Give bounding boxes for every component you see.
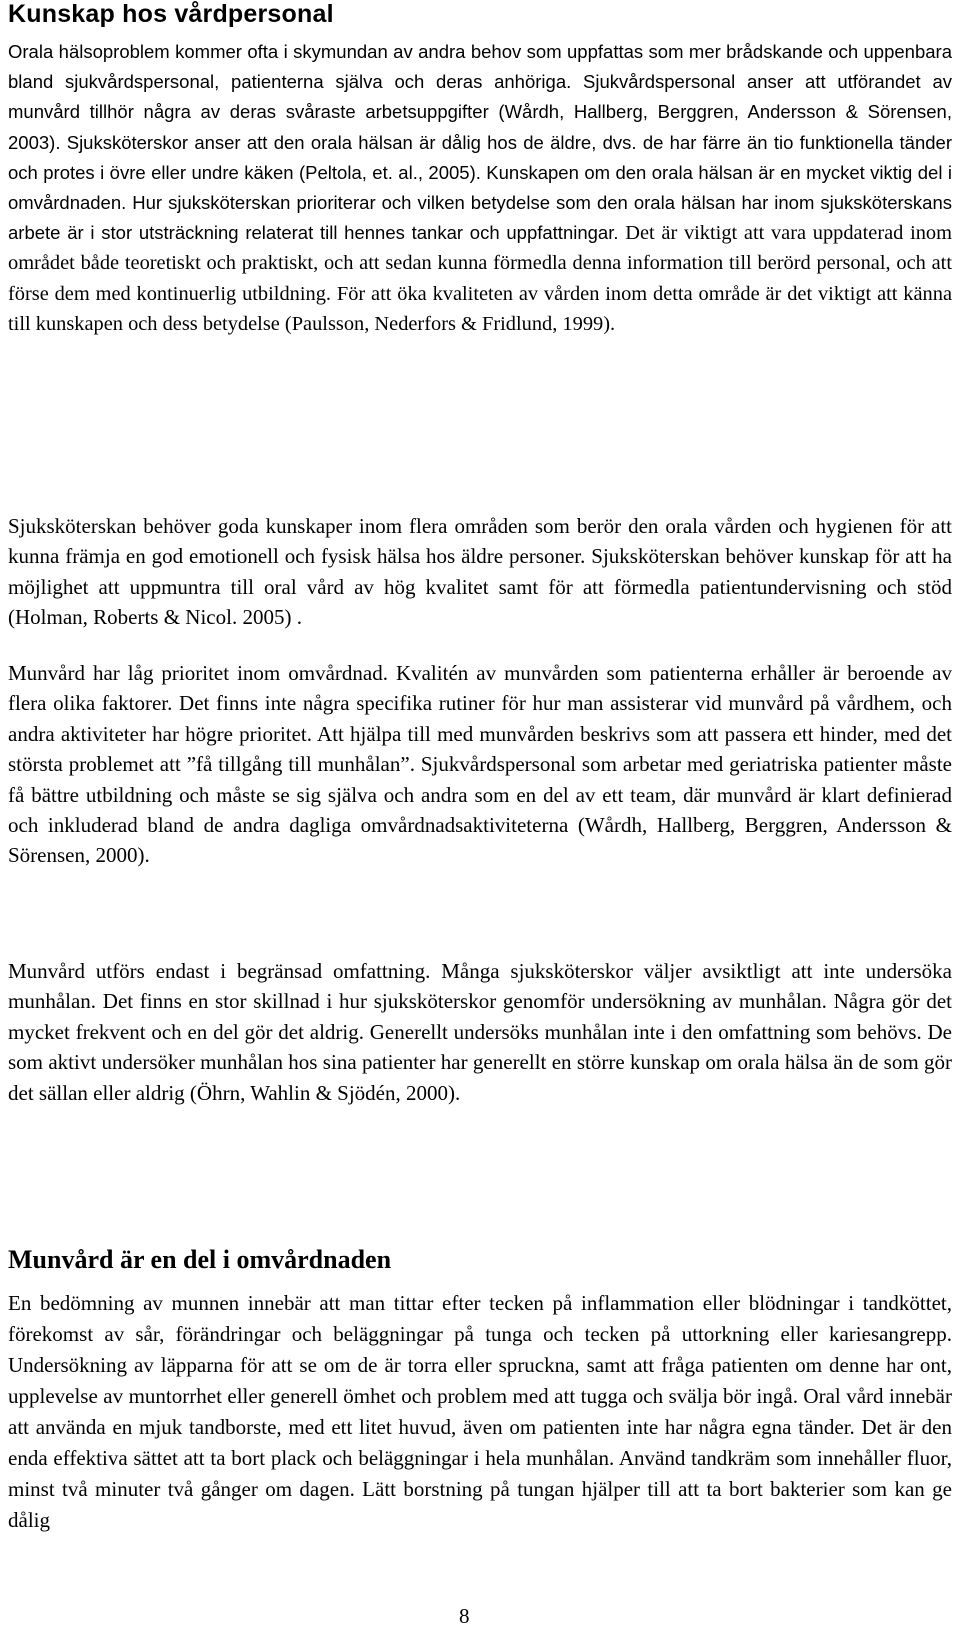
paragraph-oral-health-intro	[8, 37, 952, 339]
page-number: 8	[459, 1604, 470, 1628]
paragraph-mouth-assessment: En bedömning av munnen innebär att man tittar efter tecken på inflammation eller blödningar i tandköttet, förekomst av sår, förändringar och beläggningar på tunga och tecken på uttorkning eller kariesangrepp. Undersökning av läpparna för att se om de är torra eller spruckna, samt att fråga patienten om denne har ont, upplevelse av muntorrhet eller generell ömhet och problem med att tugga och svälja bör ingå. Oral vård innebär att använda en mjuk tandborste, med ett litet huvud, även om patienten inte har några egna tänder. Det är den enda effektiva sättet att ta bort plack och beläggningar i hela munhålan. Använd tandkräm som innehåller fluor, minst två minuter två gånger om dagen. Lätt borstning på tungan hjälper till att ta bort bakterier som kan ge dålig	[8, 1291, 952, 1532]
paragraph-limited-care: Munvård utförs endast i begränsad omfattning. Många sjuksköterskor väljer avsiktligt att inte undersöka munhålan. Det finns en stor skillnad i hur sjuksköterskor genomför undersökning av munhålan. Några gör det mycket frekvent och en del gör det aldrig. Generellt undersöks munhålan inte i den omfattning som behövs. De som aktivt undersöker munhålan hos sina patienter har generellt en större kunskap om orala hälsa än de som gör det sällan eller aldrig (Öhrn, Wahlin & Sjödén, 2000).	[8, 959, 952, 1105]
document-page	[8, 0, 956, 1640]
paragraph-serif-continuation: Det är viktigt att vara uppdaterad inom området både teoretiskt och praktiskt, och att sedan kunna förmedla denna information till berörd personal, och att förse dem med kontinuerlig utbildning. För att öka kvaliteten av vården inom detta område är det viktigt att känna till kunskapen och dess betydelse (Paulsson, Nederfors & Fridlund, 1999).	[8, 222, 952, 335]
section-heading-munvard: Munvård är en del i omvårdnaden	[8, 1245, 392, 1274]
section-heading-kunskap: Kunskap hos vårdpersonal	[8, 0, 334, 28]
paragraph-low-priority: Munvård har låg prioritet inom omvårdnad. Kvalitén av munvården som patienterna erhåller är beroende av flera olika faktorer. Det finns inte några specifika rutiner för hur man assisterar vid munvård på vårdhem, och andra aktiviteter har högre prioritet. Att hjälpa till med munvården beskrivs som att passera ett hinder, med det största problemet att ”få tillgång till munhålan”. Sjukvårdspersonal som arbetar med geriatriska patienter måste få bättre utbildning och måste se sig själva och andra som en del av ett team, där munvård är klart definierad och inkluderad bland de andra dagliga omvårdnadsaktiviteterna (Wårdh, Hallberg, Berggren, Andersson & Sörensen, 2000).	[8, 661, 952, 868]
paragraph-sans-text: Orala hälsoproblem kommer ofta i skymundan av andra behov som uppfattas som mer brådskande och uppenbara bland sjukvårdspersonal, patienterna själva och deras anhöriga. Sjukvårdspersonal anser att utförandet av munvård tillhör några av deras svåraste arbetsuppgifter (Wårdh, Hallberg, Berggren, Andersson & Sörensen, 2003). Sjuksköterskor anser att den orala hälsan är dålig hos de äldre, dvs. de har färre än tio funktionella tänder och protes i övre eller undre käken (Peltola, et. al., 2005). Kunskapen om den orala hälsan är en mycket viktig del i omvårdnaden. Hur sjuksköterskan prioriterar och vilken betydelse som den orala hälsan har inom sjuksköterskans arbete är i stor utsträckning relaterat till hennes tankar och uppfattningar.	[8, 41, 952, 244]
paragraph-nurse-knowledge: Sjuksköterskan behöver goda kunskaper inom flera områden som berör den orala vården och hygienen för att kunna främja en god emotionell och fysisk hälsa hos äldre personer. Sjuksköterskan behöver kunskap för att ha möjlighet att uppmuntra till oral vård av hög kvalitet samt för att förmedla patientundervisning och stöd (Holman, Roberts & Nicol. 2005) .	[8, 514, 952, 630]
